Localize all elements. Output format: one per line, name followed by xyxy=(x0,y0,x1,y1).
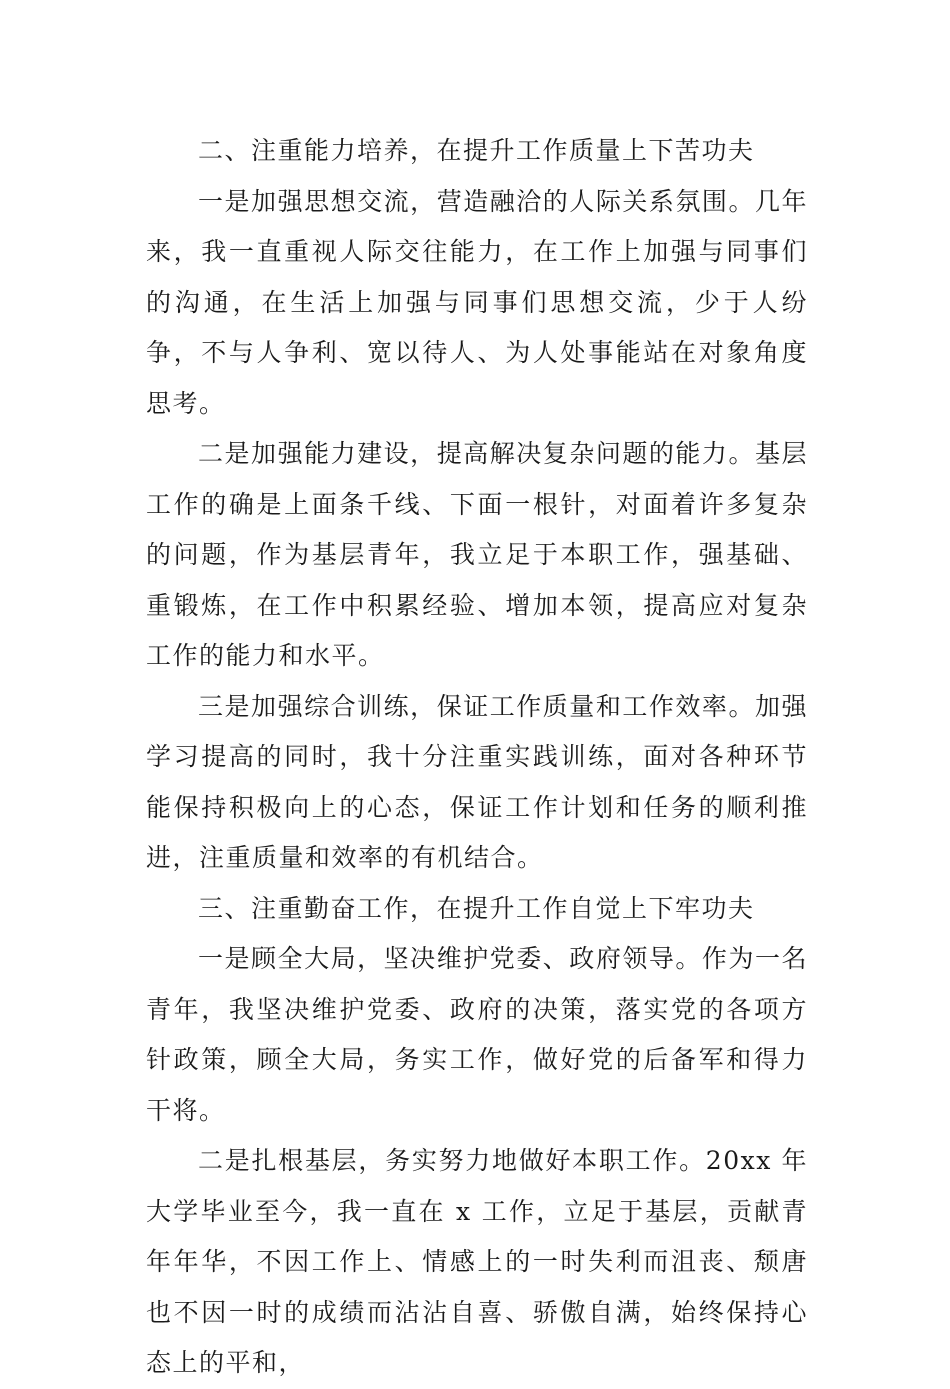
paragraph-1: 一是加强思想交流，营造融洽的人际关系氛围。几年来，我一直重视人际交往能力，在工作上加强与同事们的沟通，在生活上加强与同事们思想交流，少于人纷争，不与人争利、宽以待人、为人处事能站在对象角度思考。 xyxy=(146,186,808,418)
paragraph-5: 二是扎根基层，务实努力地做好本职工作。20xx 年大学毕业至今，我一直在 x 工作，立足于基层，贡献青年年华，不因工作上、情感上的一时失利而沮丧、颓唐也不因一时的成绩而沾沾自喜、骄傲自满，始终保持心态上的平和， xyxy=(146,1146,808,1377)
paragraph-4: 一是顾全大局，坚决维护党委、政府领导。作为一名青年，我坚决维护党委、政府的决策，落实党的各项方针政策，顾全大局，务实工作，做好党的后备军和得力干将。 xyxy=(146,944,808,1125)
section-heading-3: 三、注重勤奋工作，在提升工作自觉上下牢功夫 xyxy=(198,893,755,923)
section-heading-2: 二、注重能力培养，在提升工作质量上下苦功夫 xyxy=(198,136,755,165)
paragraph-3: 三是加强综合训练，保证工作质量和工作效率。加强学习提高的同时，我十分注重实践训练，面对各种环节能保持积极向上的心态，保证工作计划和任务的顺利推进，注重质量和效率的有机结合。 xyxy=(146,691,808,872)
document-body xyxy=(146,126,808,1389)
paragraph-2: 二是加强能力建设，提高解决复杂问题的能力。基层工作的确是上面条千线、下面一根针，对面着许多复杂的问题，作为基层青年，我立足于本职工作，强基础、重锻炼，在工作中积累经验、增加本领，提高应对复杂工作的能力和水平。 xyxy=(146,439,808,670)
